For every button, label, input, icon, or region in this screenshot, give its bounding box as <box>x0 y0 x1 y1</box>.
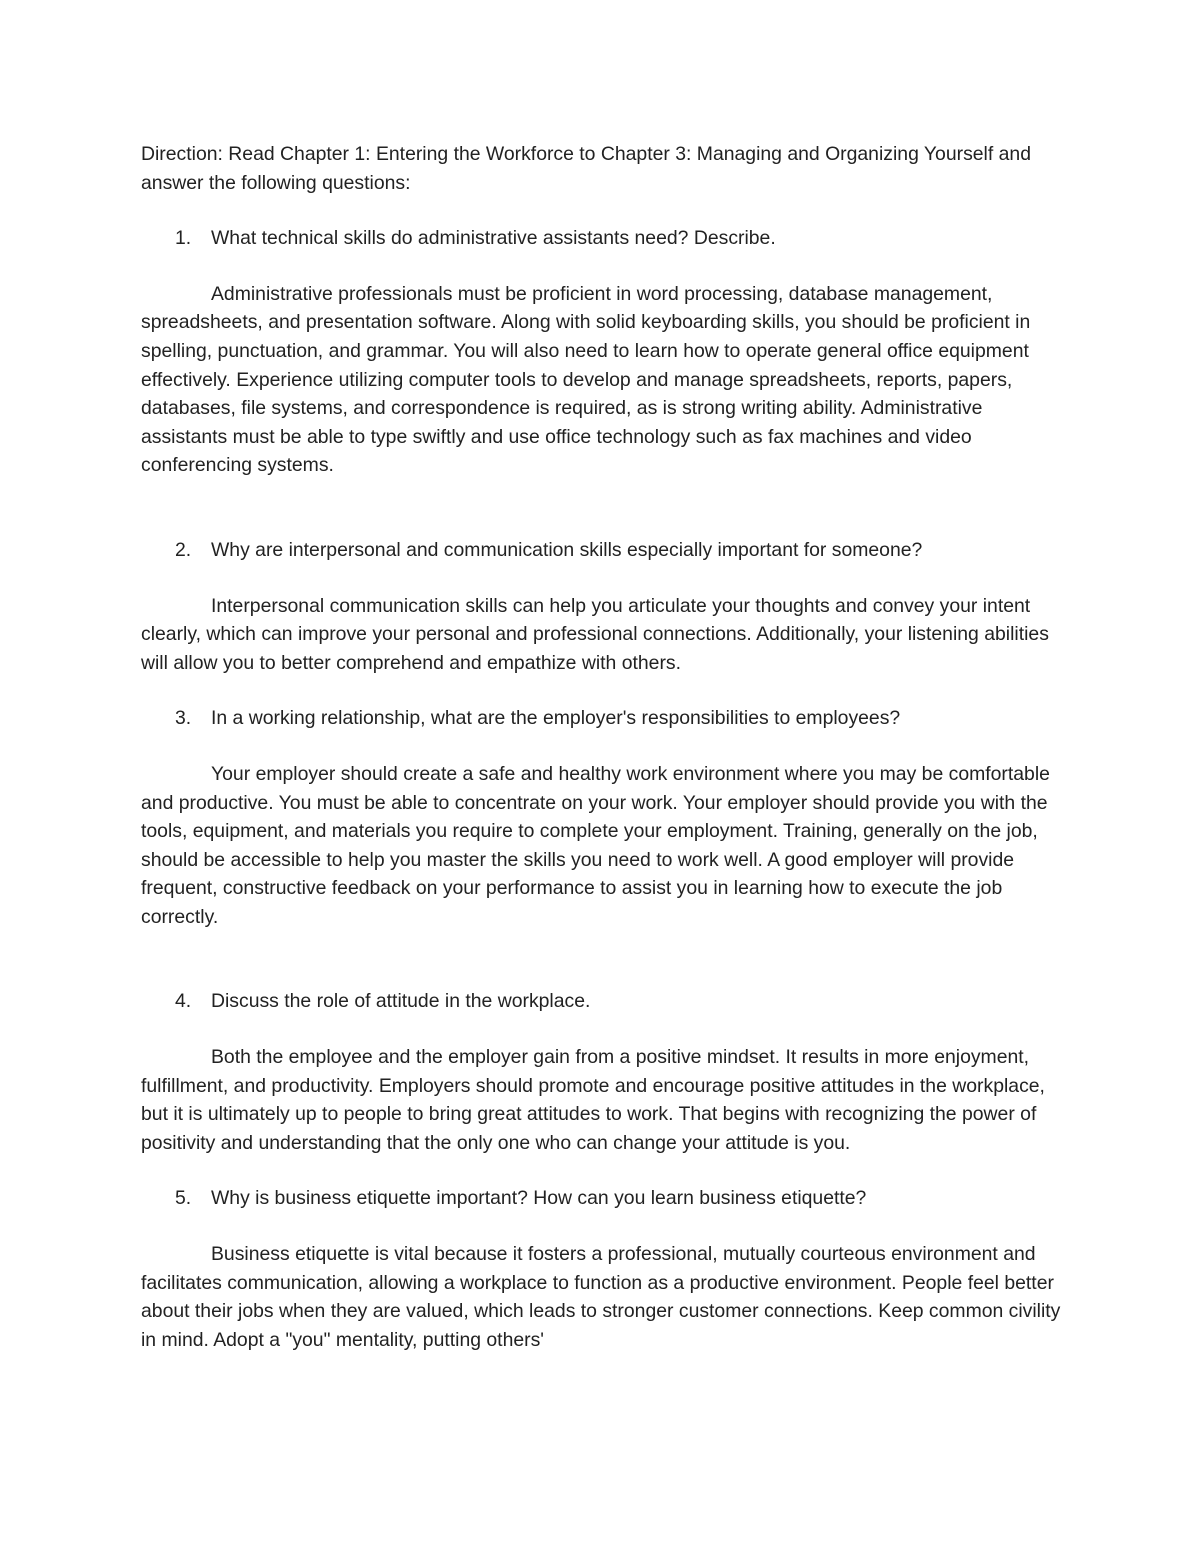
document-body <box>141 140 1061 1354</box>
question-text: What technical skills do administrative assistants need? Describe. <box>211 227 776 250</box>
question-text: In a working relationship, what are the employer's responsibilities to employees? <box>211 707 901 730</box>
direction-text: Direction: Read Chapter 1: Entering the Workforce to Chapter 3: Managing and Organizing Yourself and answer the following questions: <box>141 143 1031 194</box>
question-number: 2. <box>175 538 192 561</box>
question-number: 3. <box>175 707 192 730</box>
spacer <box>141 677 1061 704</box>
spacer <box>141 1157 1061 1184</box>
answer-1: Administrative professionals must be proficient in word processing, database management, spreadsheets, and presentation software. Along with solid keyboarding skills, you should be proficient in spelling, punctuation, and grammar. You will also need to learn how to operate general office equipment effectively. Experience utilizing computer tools to develop and manage spreadsheets, reports, papers, databases, file systems, and correspondence is required, as is strong writing ability. Administrative assistants must be able to type swiftly and use office technology such as fax machines and video conferencing systems. <box>141 282 1031 477</box>
answer-2: Interpersonal communication skills can help you articulate your thoughts and convey your intent clearly, which can improve your personal and professional connections. Additionally, your listening abilities will allow you to better comprehend and empathize with others. <box>141 594 1049 674</box>
question-text: Why are interpersonal and communication skills especially important for someone? <box>211 538 923 561</box>
answer-3: Your employer should create a safe and healthy work environment where you may be comfortable and productive. You must be able to concentrate on your work. Your employer should provide you with the tools, equipment, and materials you require to complete your employment. Training, generally on the job, should be accessible to help you master the skills you need to work well. A good employer will provide frequent, constructive feedback on your performance to assist you in learning how to execute the job correctly. <box>141 762 1050 928</box>
question-number: 5. <box>175 1187 192 1210</box>
question-number: 1. <box>175 227 192 250</box>
question-2 <box>141 536 1061 565</box>
question-text: Why is business etiquette important? How can you learn business etiquette? <box>211 1187 867 1210</box>
answer-4: Both the employee and the employer gain from a positive mindset. It results in more enjoyment, fulfillment, and productivity. Employers should promote and encourage positive attitudes in the workplace, but it is ultimately up to people to bring great attitudes to work. That begins with recognizing the power of positivity and understanding that the only one who can change your attitude is you. <box>141 1046 1045 1154</box>
question-text: Discuss the role of attitude in the workplace. <box>211 990 591 1013</box>
question-5 <box>141 1184 1061 1213</box>
question-3 <box>141 704 1061 733</box>
spacer <box>141 480 1061 536</box>
question-number: 4. <box>175 990 192 1013</box>
spacer <box>141 931 1061 987</box>
question-4 <box>141 987 1061 1016</box>
answer-5: Business etiquette is vital because it fosters a professional, mutually courteous environment and facilitates communication, allowing a workplace to function as a productive environment. People feel better about their jobs when they are valued, which leads to stronger customer connections. Keep common civility in mind. Adopt a "you" mentality, putting others' <box>141 1243 1061 1351</box>
question-1 <box>141 224 1061 253</box>
